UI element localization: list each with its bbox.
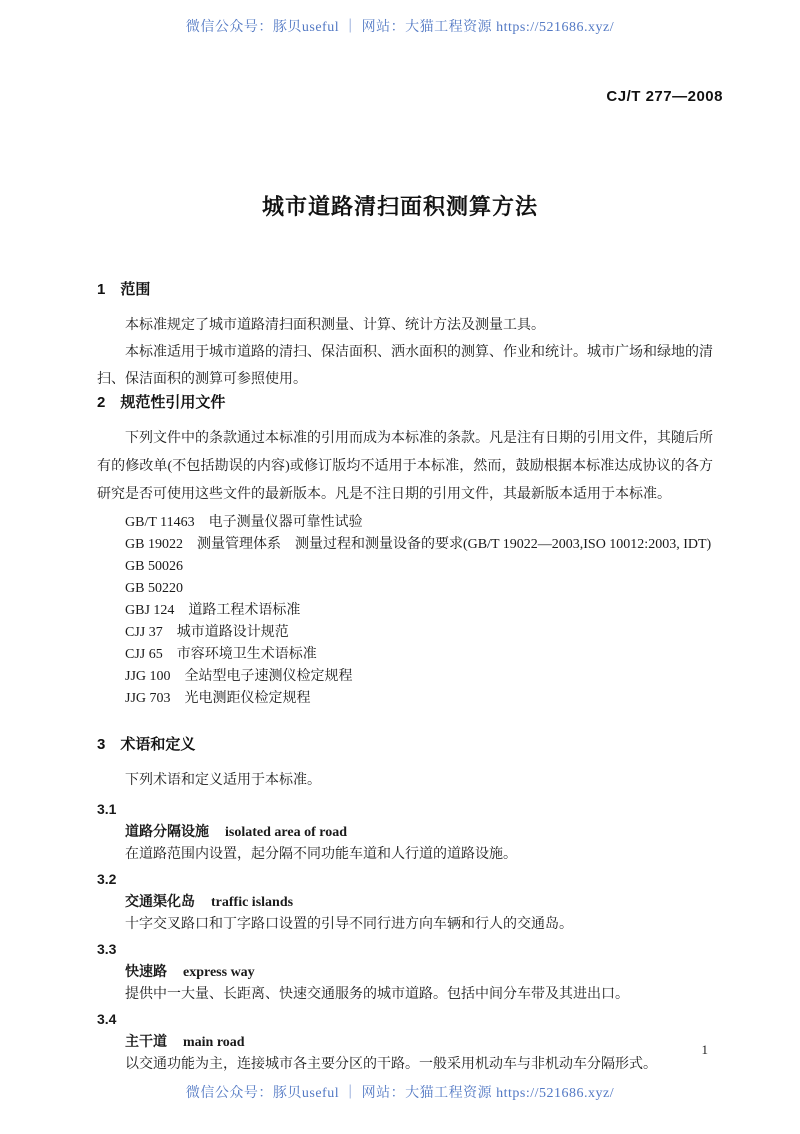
term-name-zh: 道路分隔设施 <box>125 823 209 839</box>
reference-item: CJJ 37 城市道路设计规范 <box>125 625 289 640</box>
reference-item: GB 19022 测量管理体系 测量过程和测量设备的要求(GB/T 19022—2003,ISO 10012:2003, IDT) <box>125 537 712 552</box>
paragraph: 本标准规定了城市道路清扫面积测量、计算、统计方法及测量工具。 <box>125 318 545 333</box>
term-name <box>97 960 713 984</box>
reference-item: JJG 703 光电测距仪检定规程 <box>125 691 311 706</box>
term-entry <box>97 1008 713 1076</box>
section-1-heading: 1 范围 <box>97 281 151 298</box>
watermark-footer: 微信公众号：豚贝useful ｜ 网站：大猫工程资源 https://521686.xyz/ <box>185 1086 615 1101</box>
paragraph: 下列文件中的条款通过本标准的引用而成为本标准的条款。凡是注有日期的引用文件，其随后所有的修改单(不包括勘误的内容)或修订版均不适用于本标准，然而，鼓励根据本标准达成协议的各方研究是否可使用这些文件的最新版本。凡是不注日期的引用文件，其最新版本适用于本标准。 <box>97 431 713 502</box>
term-entry <box>97 798 713 866</box>
term-definition: 提供中一大量、长距离、快速交通服务的城市道路。包括中间分车带及其进出口。 <box>125 987 629 1002</box>
reference-list <box>97 512 713 710</box>
reference-item: GBJ 124 道路工程术语标准 <box>125 603 301 618</box>
term-definition: 在道路范围内设置，起分隔不同功能车道和人行道的道路设施。 <box>125 847 517 862</box>
paragraph: 下列术语和定义适用于本标准。 <box>125 773 321 788</box>
term-id: 3.3 <box>97 941 117 957</box>
reference-item: GB 50220 <box>125 581 183 596</box>
reference-item: GB/T 11463 电子测量仪器可靠性试验 <box>125 515 363 530</box>
document-title: 城市道路清扫面积测算方法 <box>261 194 538 219</box>
section-3-heading: 3 术语和定义 <box>97 736 196 753</box>
term-list <box>97 798 713 1076</box>
term-entry <box>97 868 713 936</box>
reference-item: CJJ 65 市容环境卫生术语标准 <box>125 647 317 662</box>
paragraph: 本标准适用于城市道路的清扫、保洁面积、洒水面积的测算、作业和统计。城市广场和绿地的清扫、保洁面积的测算可参照使用。 <box>97 345 713 387</box>
term-name-en: express way <box>183 965 255 980</box>
term-name-en: main road <box>183 1035 245 1050</box>
term-id: 3.4 <box>97 1011 117 1027</box>
section-2-heading: 2 规范性引用文件 <box>97 394 226 411</box>
term-name <box>97 1030 713 1054</box>
section-scope <box>97 280 713 393</box>
doc-number: CJ/T 277—2008 <box>606 88 723 105</box>
watermark-header: 微信公众号：豚贝useful ｜ 网站：大猫工程资源 https://521686.xyz/ <box>185 20 615 35</box>
term-id: 3.2 <box>97 871 117 887</box>
section-normative-references <box>97 393 713 710</box>
reference-item: GB 50026 <box>125 559 183 574</box>
term-id: 3.1 <box>97 801 117 817</box>
term-definition: 以交通功能为主，连接城市各主要分区的干路。一般采用机动车与非机动车分隔形式。 <box>125 1057 657 1072</box>
term-name-zh: 主干道 <box>125 1033 167 1049</box>
term-definition: 十字交叉路口和丁字路口设置的引导不同行进方向车辆和行人的交通岛。 <box>125 917 573 932</box>
section-terms-definitions <box>97 735 713 1078</box>
term-entry <box>97 938 713 1006</box>
term-name <box>97 890 713 914</box>
reference-item: JJG 100 全站型电子速测仪检定规程 <box>125 669 353 684</box>
page-number: 1 <box>701 1042 708 1057</box>
term-name-en: traffic islands <box>211 895 294 910</box>
term-name-zh: 快速路 <box>125 963 167 979</box>
term-name-zh: 交通渠化岛 <box>125 893 195 909</box>
term-name <box>97 820 713 844</box>
term-name-en: isolated area of road <box>225 825 347 840</box>
